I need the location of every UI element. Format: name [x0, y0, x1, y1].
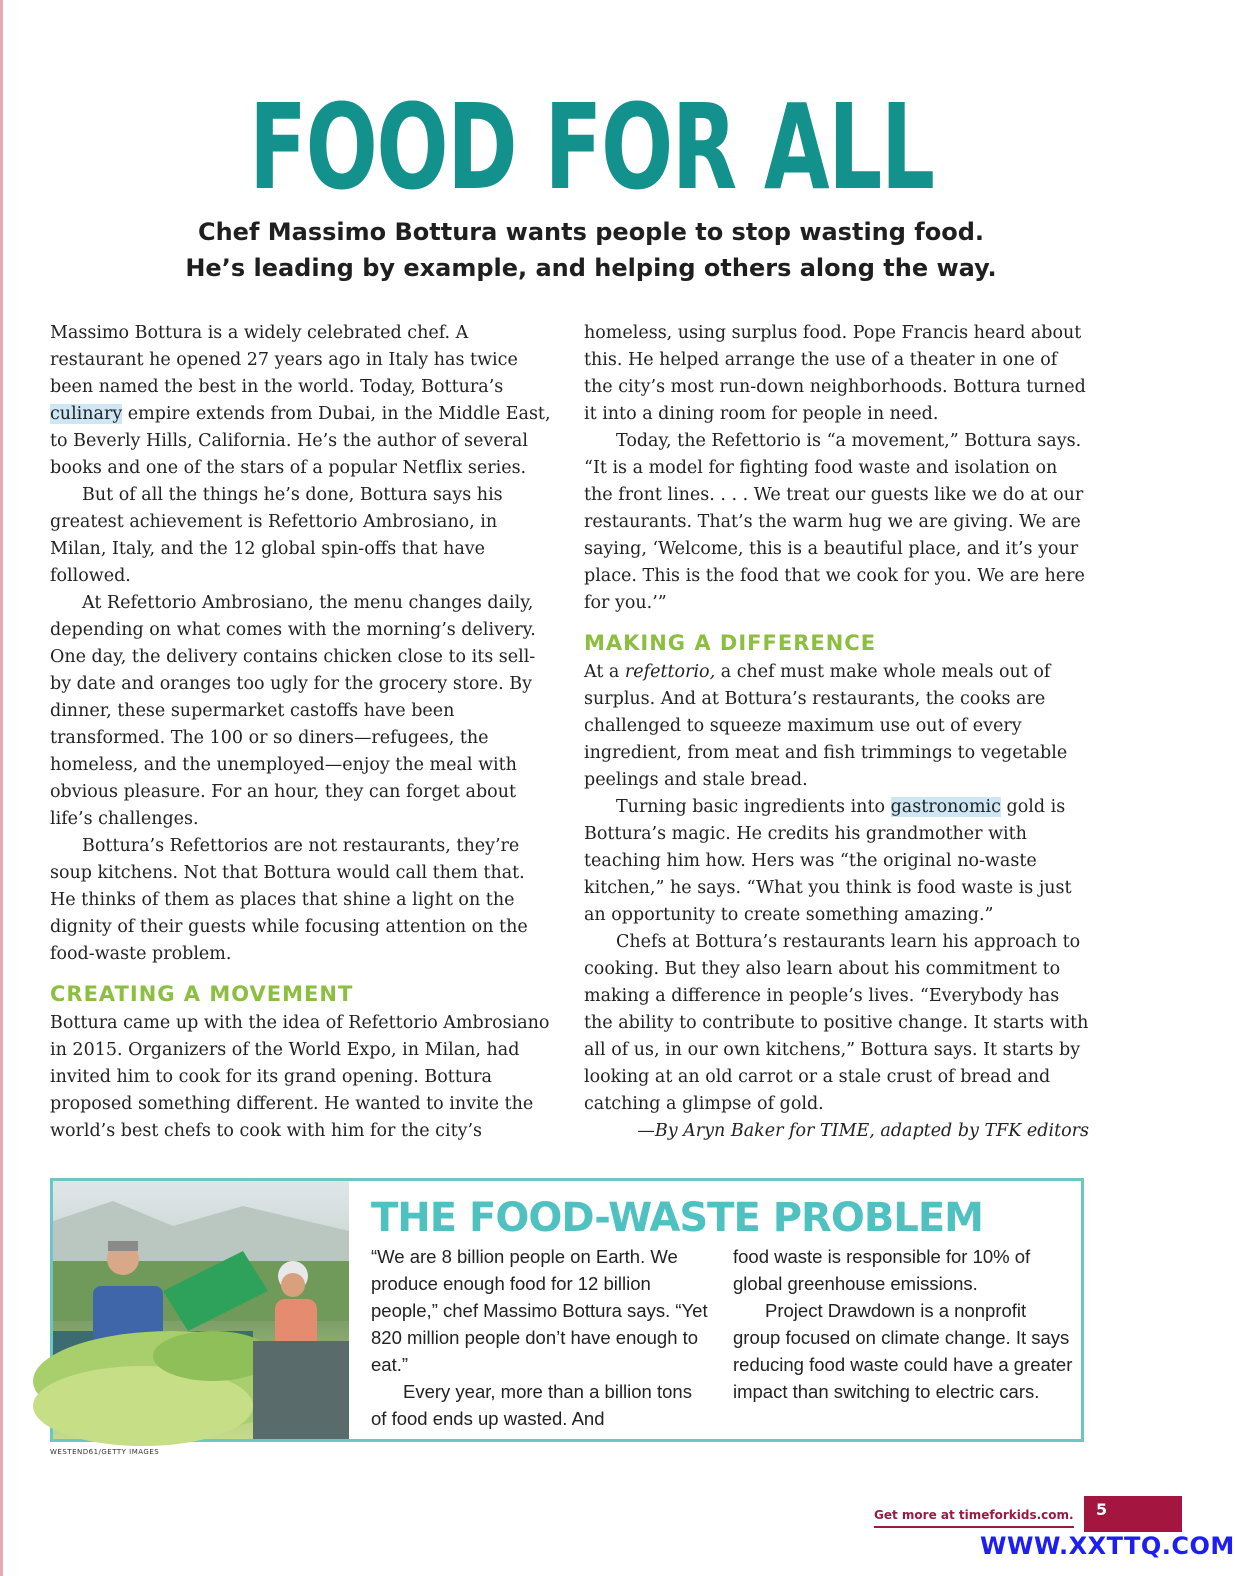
subheading-creating-a-movement: CREATING A MOVEMENT [50, 982, 354, 1006]
paragraph-3: At Refettorio Ambrosiano, the menu changes daily, depending on what comes with the morning’s delivery. One day, the delivery contains chicken close to its sell-by date and oranges too ugly for the grocery store. By dinner, these supermarket castoffs have been transformed. The 100 or so diners—refugees, the homeless, and the unemployed—enjoy the meal with obvious pleasure. For an hour, they can forget about life’s challenges. [50, 593, 536, 829]
sidebar-paragraph-3: food waste is responsible for 10% of global greenhouse emissions. [733, 1246, 1031, 1294]
paragraph-5: Bottura came up with the idea of Refettorio Ambrosiano in 2015. Organizers of the World Expo, in Milan, had invited him to cook for its grand opening. Bottura proposed something different. He wanted to invite the world’s best chefs to cook with him for the city’s [50, 1013, 550, 1141]
page-number: 5 [1084, 1496, 1182, 1532]
paragraph-1: Massimo Bottura is a widely celebrated chef. A restaurant he opened 27 years ago in Italy has twice been named the best in the world. Today, Bottura’s culinary empire extends from Dubai, in the Middle East, to Beverly Hills, California. He’s the author of several books and one of the stars of a popular Netflix series. [50, 323, 551, 478]
sidebar-column-right [733, 1243, 1073, 1405]
article-deck [0, 214, 1182, 286]
watermark-text: WWW.XXTTQ.COM [980, 1532, 1235, 1560]
article-title: FOOD FOR ALL [248, 78, 934, 216]
article-column-right [584, 320, 1089, 1145]
sidebar-paragraph-4: Project Drawdown is a nonprofit group focused on climate change. It says reducing food waste could have a greater impact than switching to electric cars. [733, 1300, 1073, 1402]
deck-line-1: Chef Massimo Bottura wants people to stop wasting food. [197, 218, 985, 246]
deck-line-2: He’s leading by example, and helping others along the way. [185, 254, 997, 282]
photo-illustration [53, 1181, 349, 1439]
paragraph-4: Bottura’s Refettorios are not restaurants, they’re soup kitchens. Not that Bottura would call them that. He thinks of them as places that shine a light on the dignity of their guests while focusing attention on the food-waste problem. [50, 836, 528, 964]
photo-credit: WESTEND61/GETTY IMAGES [50, 1448, 160, 1456]
highlighted-word-culinary[interactable]: culinary [50, 404, 123, 424]
footer-link[interactable]: Get more at timeforkids.com. [874, 1508, 1074, 1528]
sidebar-paragraph-1: “We are 8 billion people on Earth. We produce enough food for 12 billion people,” chef Massimo Bottura says. “Yet 820 million people don’t have enough to eat.” [371, 1246, 708, 1375]
sidebar-paragraph-2: Every year, more than a billion tons of food ends up wasted. And [371, 1381, 692, 1429]
paragraph-10: Chefs at Bottura’s restaurants learn his approach to cooking. But they also learn about his commitment to making a difference in people’s lives. “Everybody has the ability to contribute to positive change. It starts with all of us, in our own kitchens,” Bottura says. It starts by looking at an old carrot or a stale crust of bread and catching a glimpse of gold. [584, 932, 1089, 1114]
paragraph-9: Turning basic ingredients into gastronomic gold is Bottura’s magic. He credits his grandmother with teaching him how. Hers was “the original no-waste kitchen,” he says. “What you think is food waste is just an opportunity to create something amazing.” [584, 797, 1072, 925]
paragraph-6: homeless, using surplus food. Pope Francis heard about this. He helped arrange the use of a theater in one of the city’s most run-down neighborhoods. Bottura turned it into a dining room for people in need. [584, 323, 1086, 424]
paragraph-8: At a refettorio, a chef must make whole meals out of surplus. And at Bottura’s restaurants, the cooks are challenged to squeeze maximum use out of every ingredient, from meat and fish trimmings to vegetable peelings and stale bread. [584, 662, 1068, 790]
highlighted-word-gastronomic[interactable]: gastronomic [890, 797, 1001, 817]
sidebar-title: THE FOOD-WASTE PROBLEM [371, 1195, 983, 1241]
sidebar-column-left [371, 1243, 711, 1432]
article-column-left [50, 320, 555, 1145]
subheading-making-a-difference: MAKING A DIFFERENCE [584, 631, 877, 655]
paragraph-2: But of all the things he’s done, Bottura says his greatest achievement is Refettorio Ambrosiano, in Milan, Italy, and the 12 global spin-offs that have followed. [50, 485, 503, 586]
sidebar-box [50, 1178, 1084, 1442]
paragraph-7: Today, the Refettorio is “a movement,” Bottura says. “It is a model for fighting food waste and isolation on the front lines. . . . We treat our guests like we do at our restaurants. That’s the warm hug we are giving. We are saying, ‘Welcome, this is a beautiful place, and it’s your place. This is the food that we cook for you. We are here for you.’” [584, 431, 1085, 613]
sidebar-photo [53, 1181, 349, 1439]
byline: —By Aryn Baker for TIME, adapted by TFK editors [637, 1121, 1089, 1141]
